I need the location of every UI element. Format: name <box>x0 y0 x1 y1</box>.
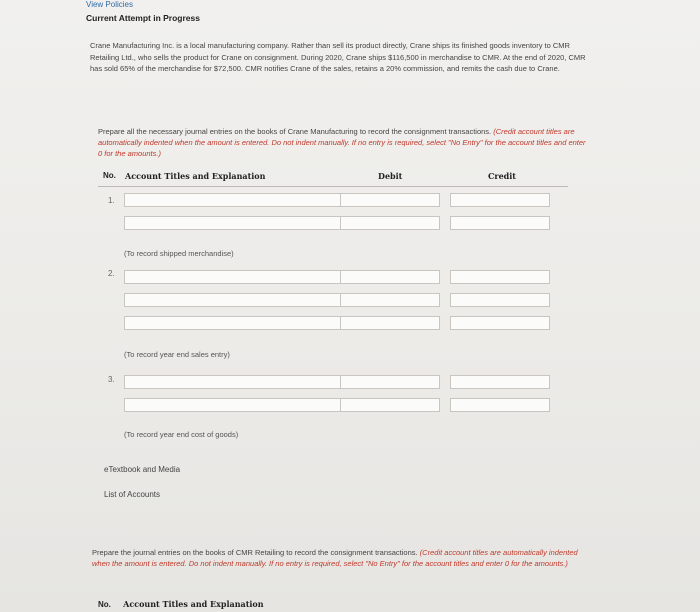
entry2-credit-input-3[interactable] <box>450 316 550 330</box>
entry2-debit-input-3[interactable] <box>340 316 440 330</box>
entry2-credit-input-1[interactable] <box>450 270 550 284</box>
part2-instructions <box>92 548 592 569</box>
col-no-2: No. <box>98 600 111 609</box>
entry1-debit-input-2[interactable] <box>340 216 440 230</box>
entry1-note: (To record shipped merchandise) <box>124 249 234 258</box>
entry2-debit-input-1[interactable] <box>340 270 440 284</box>
entry3-debit-input-1[interactable] <box>340 375 440 389</box>
entry3-note: (To record year end cost of goods) <box>124 430 239 439</box>
col-debit: Debit <box>378 171 403 181</box>
col-credit: Credit <box>488 171 516 181</box>
entry2-debit-input-2[interactable] <box>340 293 440 307</box>
entry-number: 1. <box>108 196 115 205</box>
view-policies-link[interactable]: View Policies <box>86 0 133 9</box>
entry-number: 3. <box>108 375 115 384</box>
part2-instructions-main: Prepare the journal entries on the books of CMR Retailing to record the consignment transactions. <box>92 548 418 557</box>
part1-instructions-main: Prepare all the necessary journal entries on the books of Crane Manufacturing to record the consignment transactions. <box>98 127 492 136</box>
entry3-credit-input-2[interactable] <box>450 398 550 412</box>
journal-table-header <box>98 168 568 187</box>
entry2-credit-input-2[interactable] <box>450 293 550 307</box>
col-account-titles: Account Titles and Explanation <box>125 171 266 181</box>
entry3-debit-input-2[interactable] <box>340 398 440 412</box>
entry1-credit-input-1[interactable] <box>450 193 550 207</box>
col-account-titles-2: Account Titles and Explanation <box>123 599 264 609</box>
list-of-accounts-link[interactable]: List of Accounts <box>104 490 161 499</box>
col-no: No. <box>103 171 116 180</box>
entry1-debit-input-1[interactable] <box>340 193 440 207</box>
part1-instructions-note: (Credit account titles are automatically indented when the amount is entered. Do not indent manually. If no entry is required, select "No Entry" for the account titles and enter 0 for the amounts.) <box>98 127 586 158</box>
part2-instructions-note: (Credit account titles are automatically indented when the amount is entered. Do not indent manually. If no entry is required, select "No Entry" for the account titles and enter 0 for the amounts.) <box>92 548 578 568</box>
entry-number: 2. <box>108 269 115 278</box>
entry2-note: (To record year end sales entry) <box>124 350 230 359</box>
problem-text: Crane Manufacturing Inc. is a local manufacturing company. Rather than sell its product directly, Crane ships its finished goods inventory to CMR Retailing Ltd., who sells the product for Crane on consignment. During 2020, Crane ships $116,500 in merchandise to CMR. At the end of 2020, CMR has sold 65% of the merchandise for $72,500. CMR notifies Crane of the sales, retains a 20% commission, and remits the cash due to Crane. <box>90 41 586 73</box>
part1-instructions <box>98 126 588 159</box>
etextbook-media-link[interactable]: eTextbook and Media <box>104 465 181 474</box>
entry1-credit-input-2[interactable] <box>450 216 550 230</box>
entry3-credit-input-1[interactable] <box>450 375 550 389</box>
journal-table-header-2 <box>98 599 264 609</box>
attempt-status-title: Current Attempt in Progress <box>86 13 200 23</box>
